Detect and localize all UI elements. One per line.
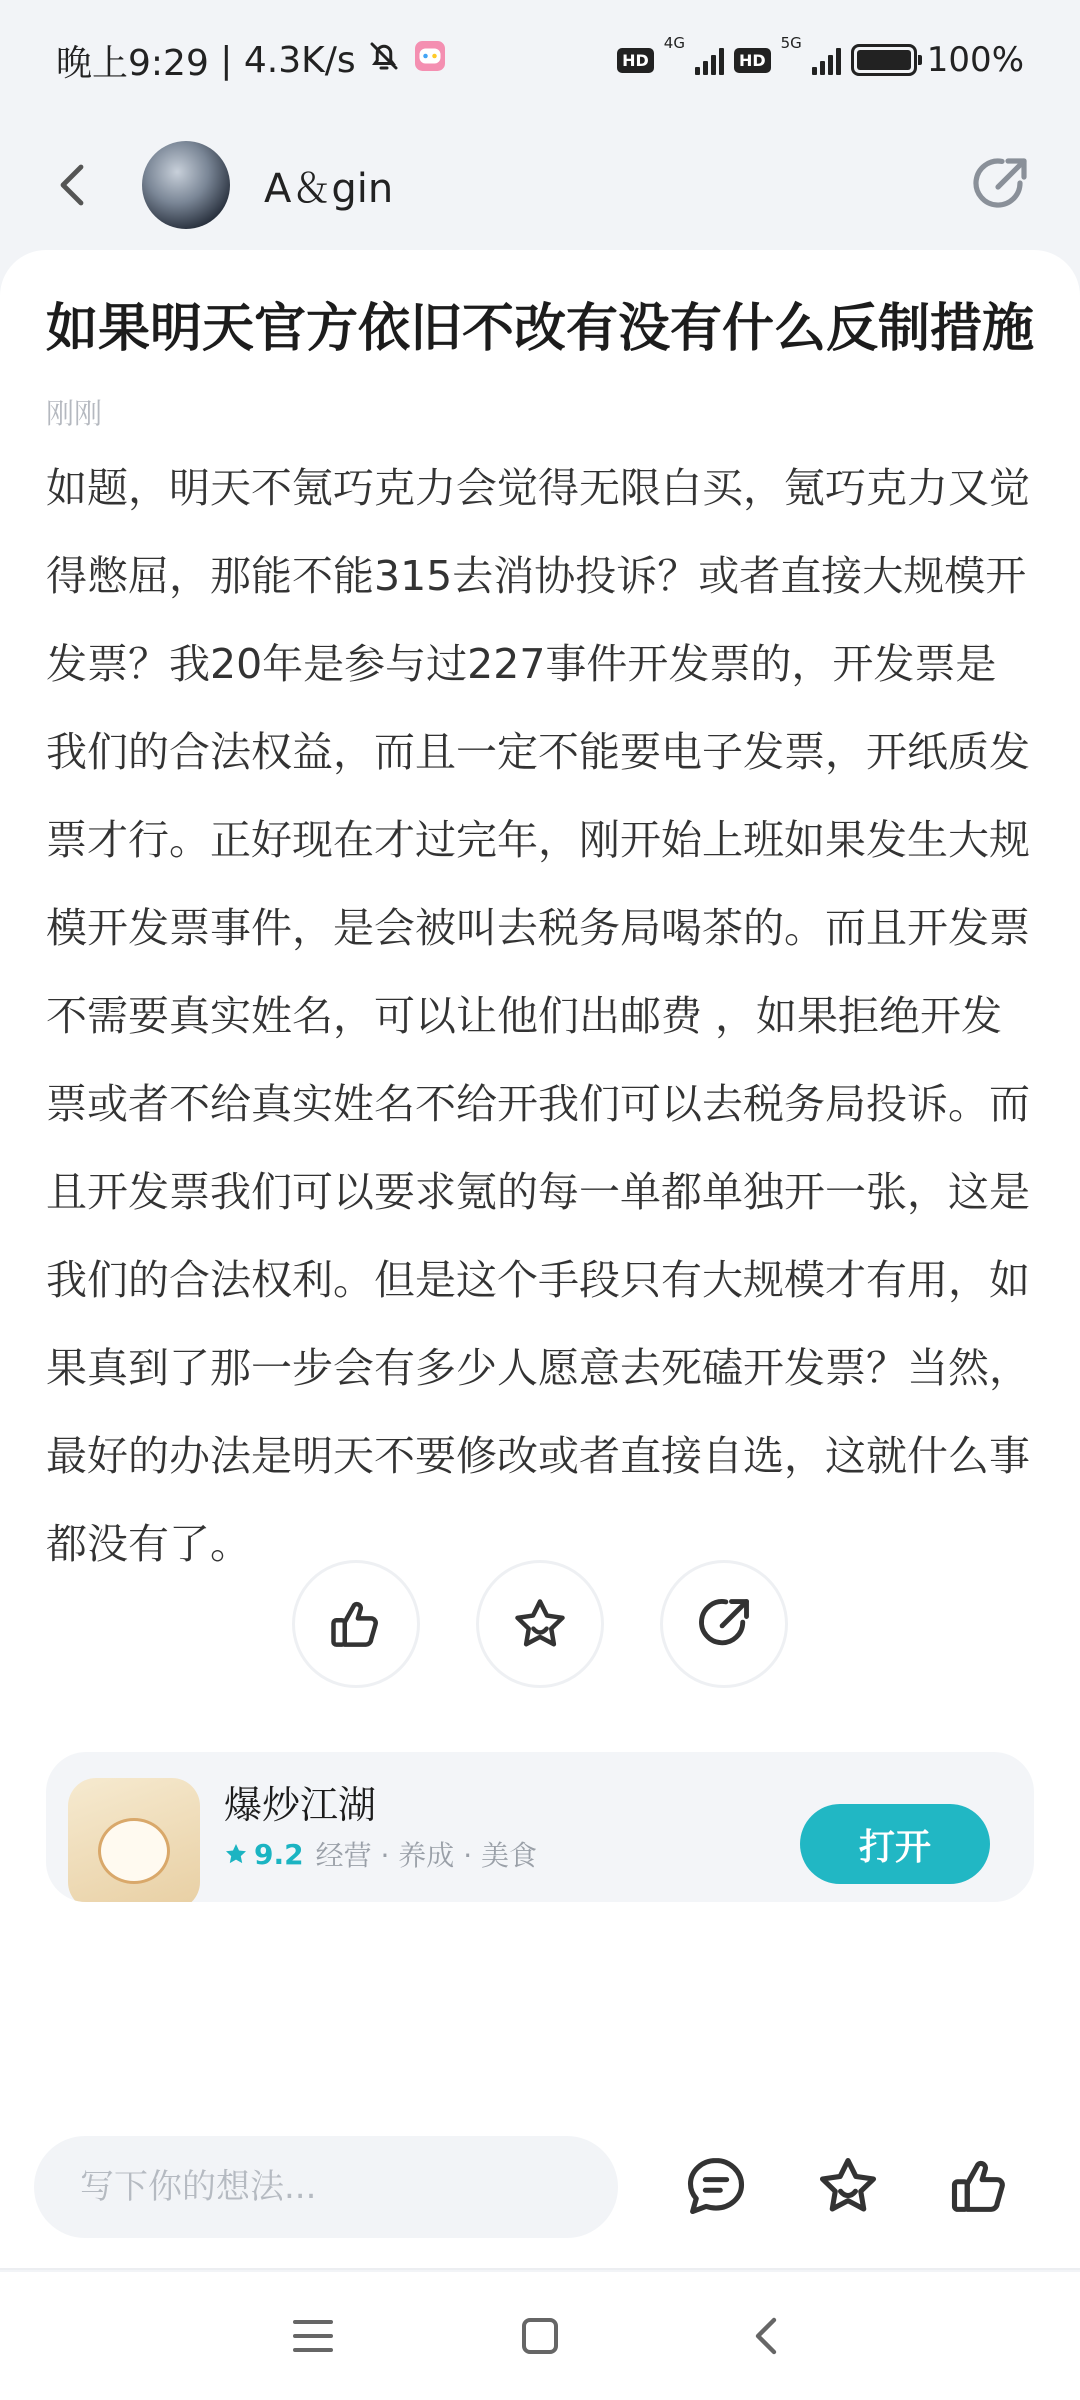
comment-input[interactable]	[34, 2136, 618, 2238]
bell-off-icon	[366, 38, 402, 83]
post-title: 如果明天官方依旧不改有没有什么反制措施	[46, 299, 1035, 359]
menu-icon	[291, 2316, 335, 2356]
chevron-left-icon	[752, 2314, 782, 2358]
avatar[interactable]	[142, 141, 230, 229]
chevron-left-icon	[53, 161, 93, 209]
hd-badge: HD	[617, 48, 654, 73]
app-score: 9.2	[224, 1838, 304, 1871]
post-body: 如题，明天不氪巧克力会觉得无限白买，氪巧克力又觉得憋屈，那能不能315去消协投诉？或者直接大规模开发票？我20年是参与过227事件开发票的，开发票是我们的合法权益，而且一定不能要电子发票，开纸质发票才行。正好现在才过完年，刚开始上班如果发生大规模开发票事件，是会被叫去税务局喝茶的。而且开发票不需要真实姓名，可以让他们出邮费 ，如果拒绝开发票或者不给真实姓名不给开我们可以去税务局投诉。而且开发票我们可以要求氪的每一单都单独开一张，这是我们的合法权利。但是这个手段只有大规模才有用，如果真到了那一步会有多少人愿意去死磕开发票？当然，最好的办法是明天不要修改或者直接自选，这就什么事都没有了。	[46, 464, 1030, 1568]
signal-icon	[695, 45, 724, 75]
system-nav-bar	[0, 2272, 1080, 2400]
open-app-button[interactable]: 打开	[800, 1804, 990, 1884]
thumbs-up-icon	[946, 2152, 1014, 2220]
star-icon	[510, 1594, 570, 1654]
share-icon	[694, 1594, 754, 1654]
post-time: 刚刚	[46, 397, 103, 430]
hd-badge-2: HD	[734, 48, 771, 73]
home-square-icon	[520, 2316, 560, 2356]
signal-icon-2	[812, 45, 841, 75]
post-header	[0, 120, 1080, 250]
battery-level: 100%	[926, 40, 1024, 80]
network-speed: 4.3K/s	[243, 39, 356, 81]
like-bottom-button[interactable]	[946, 2152, 1014, 2220]
favorite-button[interactable]	[476, 1560, 604, 1688]
app-meta	[224, 1834, 537, 1874]
app-name: 爆炒江湖	[224, 1783, 377, 1827]
bottom-bar	[0, 2110, 1080, 2270]
post-actions	[0, 1560, 1080, 1688]
share-button[interactable]	[968, 153, 1032, 217]
status-bar: 晚上9:29 | 4.3K/s HD 4G HD 5G 100%	[56, 34, 1024, 84]
comment-icon	[682, 2152, 750, 2220]
star-icon	[224, 1842, 248, 1866]
back-button[interactable]	[48, 160, 98, 210]
game-app-icon	[412, 38, 448, 83]
like-button[interactable]	[292, 1560, 420, 1688]
app-icon	[68, 1778, 200, 1902]
battery-icon	[851, 44, 917, 76]
app-recommend-card[interactable]	[46, 1752, 1034, 1902]
menu-nav-button[interactable]	[283, 2306, 343, 2366]
star-icon	[814, 2152, 882, 2220]
network-type-1: 4G	[663, 34, 685, 52]
comment-button[interactable]	[682, 2152, 750, 2220]
back-nav-button[interactable]	[737, 2306, 797, 2366]
share-post-button[interactable]	[660, 1560, 788, 1688]
author-name[interactable]: A＆gin	[264, 165, 394, 212]
share-icon	[968, 153, 1032, 217]
thumbs-up-icon	[326, 1594, 386, 1654]
favorite-bottom-button[interactable]	[814, 2152, 882, 2220]
status-time: 晚上9:29	[56, 42, 209, 84]
app-tags: 经营 · 养成 · 美食	[315, 1839, 538, 1872]
home-nav-button[interactable]	[510, 2306, 570, 2366]
network-type-2: 5G	[780, 34, 802, 52]
